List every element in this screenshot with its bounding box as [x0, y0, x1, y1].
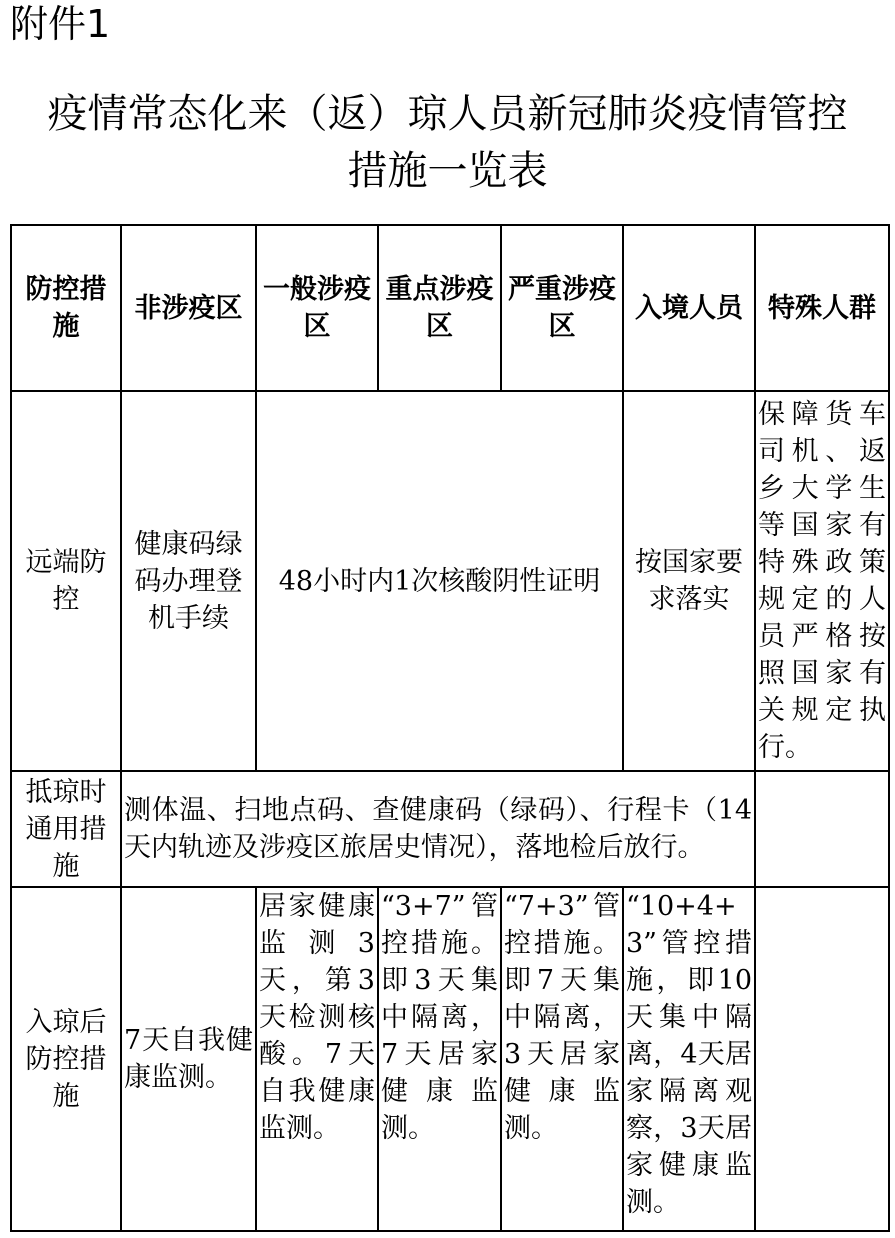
- attachment-label: 附件1: [10, 2, 111, 46]
- row-label-after-entry: 入琼后防控措施: [11, 887, 121, 1231]
- table-header-row: [11, 225, 889, 391]
- measures-table: [10, 224, 890, 1232]
- after-general: 居家健康监测3天，第3天检测核酸。7天自我健康监测。: [256, 887, 378, 1231]
- header-severe: 严重涉疫区: [501, 225, 623, 391]
- header-key: 重点涉疫区: [378, 225, 501, 391]
- table-row-after-entry: [11, 887, 889, 1231]
- after-special: [755, 887, 889, 1231]
- arrival-content: 测体温、扫地点码、查健康码（绿码）、行程卡（14天内轨迹及涉疫区旅居史情况），落地检后放行。: [121, 771, 755, 887]
- header-special: 特殊人群: [755, 225, 889, 391]
- after-inbound: “10+4+3”管控措施，即10天集中隔离，4天居家隔离观察，3天居家健康监测。: [623, 887, 755, 1231]
- row-label-remote: 远端防控: [11, 391, 121, 771]
- header-measures: 防控措施: [11, 225, 121, 391]
- header-inbound: 入境人员: [623, 225, 755, 391]
- remote-inbound: 按国家要求落实: [623, 391, 755, 771]
- after-key: “3+7”管控措施。即3天集中隔离，7天居家健康监测。: [378, 887, 501, 1231]
- document-title: [0, 86, 895, 200]
- title-line-1: 疫情常态化来（返）琼人员新冠肺炎疫情管控: [47, 91, 848, 137]
- remote-special: 保障货车司机、返乡大学生等国家有特殊政策规定的人员严格按照国家有关规定执行。: [755, 391, 889, 771]
- remote-non-epidemic: 健康码绿码办理登机手续: [121, 391, 256, 771]
- row-label-arrival: 抵琼时通用措施: [11, 771, 121, 887]
- header-general: 一般涉疫区: [256, 225, 378, 391]
- after-non-epidemic: 7天自我健康监测。: [121, 887, 256, 1231]
- after-severe: “7+3”管控措施。即7天集中隔离，3天居家健康监测。: [501, 887, 623, 1231]
- header-non-epidemic: 非涉疫区: [121, 225, 256, 391]
- table-row-arrival: [11, 771, 889, 887]
- arrival-special: [755, 771, 889, 887]
- remote-epidemic-areas: 48小时内1次核酸阴性证明: [256, 391, 623, 771]
- title-line-2: 措施一览表: [347, 148, 548, 194]
- table-row-remote: [11, 391, 889, 771]
